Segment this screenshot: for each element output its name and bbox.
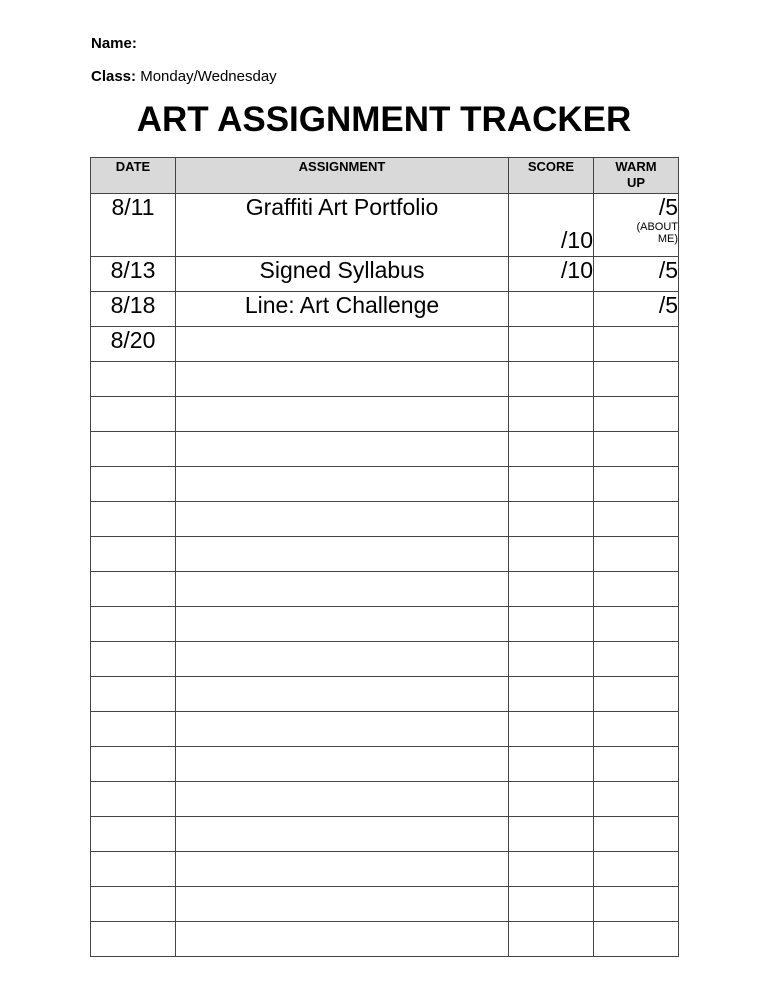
assignment-cell: Graffiti Art Portfolio [176, 194, 509, 257]
warm-up-value: /5 [658, 194, 678, 220]
score-cell [509, 572, 594, 607]
empty-table-row [91, 467, 679, 502]
warm-up-cell [594, 432, 679, 467]
warm-up-cell [594, 537, 679, 572]
empty-table-row [91, 607, 679, 642]
date-cell [91, 642, 176, 677]
empty-table-row [91, 642, 679, 677]
assignment-table [90, 157, 679, 957]
page-title: ART ASSIGNMENT TRACKER [136, 100, 632, 139]
assignment-cell [176, 327, 509, 362]
date-cell [91, 432, 176, 467]
date-cell [91, 572, 176, 607]
empty-table-row [91, 817, 679, 852]
warm-up-cell [594, 607, 679, 642]
class-line [91, 68, 277, 85]
warm-up-cell [594, 194, 679, 257]
score-cell [509, 502, 594, 537]
warm-up-note: (ABOUT ME) [636, 221, 678, 245]
date-cell: 8/18 [91, 292, 176, 327]
warm-up-cell [594, 922, 679, 957]
date-cell [91, 887, 176, 922]
date-cell [91, 537, 176, 572]
table-row [91, 194, 679, 257]
assignment-cell [176, 432, 509, 467]
warm-up-cell: /5 [594, 257, 679, 292]
date-cell [91, 677, 176, 712]
date-cell [91, 747, 176, 782]
name-label: Name: [91, 35, 137, 52]
score-cell [509, 817, 594, 852]
warm-up-cell [594, 467, 679, 502]
warm-up-cell [594, 327, 679, 362]
empty-table-row [91, 782, 679, 817]
assignment-cell [176, 782, 509, 817]
assignment-cell [176, 712, 509, 747]
empty-table-row [91, 362, 679, 397]
assignment-cell [176, 572, 509, 607]
column-header-score: SCORE [509, 158, 594, 194]
empty-table-row [91, 537, 679, 572]
assignment-cell [176, 642, 509, 677]
class-value: Monday/Wednesday [140, 68, 277, 85]
warm-up-cell [594, 747, 679, 782]
assignment-cell [176, 537, 509, 572]
empty-table-row [91, 432, 679, 467]
empty-table-row [91, 747, 679, 782]
assignment-cell [176, 817, 509, 852]
score-cell [509, 432, 594, 467]
column-header-date: DATE [91, 158, 176, 194]
table-row [91, 327, 679, 362]
empty-table-row [91, 677, 679, 712]
score-cell: /10 [509, 194, 594, 257]
date-cell [91, 467, 176, 502]
assignment-cell: Line: Art Challenge [176, 292, 509, 327]
date-cell [91, 852, 176, 887]
warm-up-cell: /5 [594, 292, 679, 327]
score-cell [509, 362, 594, 397]
empty-table-row [91, 502, 679, 537]
score-cell [509, 887, 594, 922]
date-cell: 8/20 [91, 327, 176, 362]
assignment-cell [176, 922, 509, 957]
warm-up-cell [594, 887, 679, 922]
score-cell [509, 712, 594, 747]
empty-table-row [91, 712, 679, 747]
date-cell [91, 607, 176, 642]
date-cell [91, 922, 176, 957]
empty-table-row [91, 887, 679, 922]
assignment-cell [176, 607, 509, 642]
date-cell: 8/11 [91, 194, 176, 257]
date-cell: 8/13 [91, 257, 176, 292]
score-cell [509, 292, 594, 327]
assignment-cell [176, 747, 509, 782]
warm-up-cell [594, 852, 679, 887]
assignment-cell [176, 397, 509, 432]
score-cell [509, 642, 594, 677]
score-cell [509, 782, 594, 817]
column-header-warm-up: WARM UP [594, 158, 679, 194]
warm-up-cell [594, 677, 679, 712]
assignment-cell [176, 887, 509, 922]
date-cell [91, 362, 176, 397]
score-cell [509, 922, 594, 957]
assignment-cell [176, 677, 509, 712]
score-cell: /10 [509, 257, 594, 292]
date-cell [91, 397, 176, 432]
assignment-cell [176, 467, 509, 502]
warm-up-cell [594, 572, 679, 607]
score-cell [509, 607, 594, 642]
score-cell [509, 677, 594, 712]
score-cell [509, 327, 594, 362]
class-label: Class: [91, 68, 137, 85]
date-cell [91, 817, 176, 852]
assignment-cell [176, 362, 509, 397]
score-cell [509, 852, 594, 887]
assignment-cell: Signed Syllabus [176, 257, 509, 292]
score-cell [509, 747, 594, 782]
table-header-row [91, 158, 679, 194]
warm-up-cell [594, 362, 679, 397]
table-row [91, 257, 679, 292]
assignment-cell [176, 502, 509, 537]
date-cell [91, 502, 176, 537]
date-cell [91, 782, 176, 817]
column-header-assignment: ASSIGNMENT [176, 158, 509, 194]
warm-up-cell [594, 397, 679, 432]
warm-up-cell [594, 817, 679, 852]
empty-table-row [91, 397, 679, 432]
table-row [91, 292, 679, 327]
empty-table-row [91, 922, 679, 957]
date-cell [91, 712, 176, 747]
warm-up-cell [594, 712, 679, 747]
empty-table-row [91, 852, 679, 887]
score-cell [509, 397, 594, 432]
assignment-cell [176, 852, 509, 887]
score-cell [509, 467, 594, 502]
score-cell [509, 537, 594, 572]
warm-up-cell [594, 502, 679, 537]
warm-up-cell [594, 782, 679, 817]
warm-up-cell [594, 642, 679, 677]
empty-table-row [91, 572, 679, 607]
